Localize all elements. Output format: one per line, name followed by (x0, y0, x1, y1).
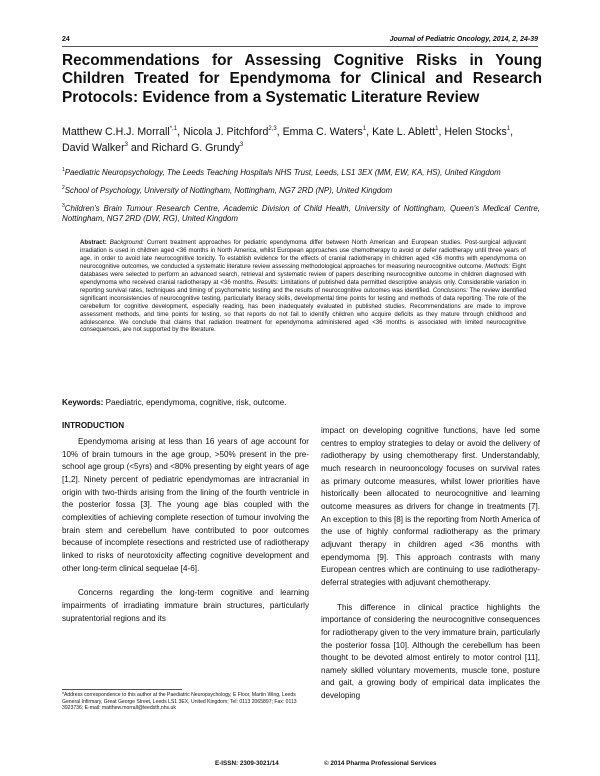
author-marks: 1 (506, 126, 511, 132)
author-name: Emma C. Waters (282, 126, 363, 138)
correspondence-footnote: *Address correspondence to this author at the Paediatric Neuropsychology, E Floor, Martin Wing, Leeds General Infirmary, Great George Street, Leeds LS1 3EX, United Kingdom; Tel: 0113 2065897; Fax: 0113 3923736; E-mail: matthew.morrall@leedsth.nhs.uk (62, 692, 297, 712)
author-name: Matthew C.H.J. Morrall (62, 126, 170, 138)
abstract: Abstract: Background: Current treatment approaches for pediatric ependymoma differ between North American and European studies. Post-surgical adjuvant irradiation is used in children aged <36 months in North America, whilst European approaches use chemotherapy to avoid or defer radiotherapy until three years of age, in order to avoid late neurocognitive toxicity. To establish evidence for the effects of cranial radiotherapy in children aged <36 months with ependymoma on neurocognitive outcomes, we conducted a systematic literature review assessing methodological approaches for measuring neurocognitive outcome. Methods: Eight databases were selected to perform an advanced search, retrieval and systematic review of papers describing neurocognitive outcome in children diagnosed with ependymoma who received cranial radiotherapy at <36 months. Results: Limitations of published data permitted descriptive analysis only. Considerable variation in reporting survival rates, techniques and timing of psychometric testing and the results of neurocognitive outcomes was identified. Conclusions: The review identified significant inconsistencies of neurocognitive testing, particularly literacy skills, developmental time points for testing and methods of data reporting. The role of the cerebellum for cognitive development, especially reading, has been inadequately evaluated in published studies. Recommendations are made to improve assessment methods, and time points for testing, so that reports do not fail to identify children who acquire deficits as they mature through childhood and adolescence. We conclude that claims that radiation treatment for ependymoma administered aged <36 months is associated with limited neurocognitive consequences, are not supported by the literature. (80, 239, 526, 334)
section-heading: INTRODUCTION (62, 421, 125, 430)
keywords-text: Paediatric, ependymoma, cognitive, risk, outcome. (105, 398, 287, 407)
issn: E-ISSN: 2309-3021/14 (215, 760, 279, 767)
author-name: Richard G. Grundy (151, 142, 240, 155)
author-separator: , (177, 126, 183, 138)
left-column (62, 420, 309, 625)
page-number: 24 (62, 36, 70, 43)
author-list (62, 124, 542, 156)
paragraph: Ependymoma arising at less than 16 years of age account for 10% of brain tumours in the age group, >50% present in the pre-school age group (<5yrs) and <80% presenting by eight years of age [1,2]. Ninety percent of pediatric ependymomas are intracranial in origin with two-thirds arising from the lining of the fourth ventricle in the posterior fossa [3]. The young age bias coupled with the complexities of achieving complete resection of tumour involving the brain stem and cerebellum have contributed to poor outcomes because of incomplete resections and restricted use of radiotherapy linked to risks of neurotoxicity affecting cognitive development and other long-term clinical sequelae [4-6]. (62, 437, 309, 573)
author-marks: 1 (362, 126, 367, 132)
author-separator: , (276, 126, 283, 138)
author-marks: 3 (239, 142, 244, 149)
author-marks: 2,3 (268, 126, 277, 132)
paragraph: Concerns regarding the long-term cognitive and learning impairments of irradiating immature brain structures, particularly supratentorial regions and its (62, 588, 309, 623)
affiliation-3: $^3$Children's Brain Tumour Research Centre, Academic Division of Child Health, University of Nottingham, Queen's Medical Centre, Nottingham, NG7 2RD (DW, RG), United Kingdom (62, 202, 540, 224)
keywords-label: Keywords: (62, 398, 104, 407)
copyright: © 2014 Pharma Professional Services (324, 760, 437, 767)
affiliation-1: $^1$Paediatric Neuropsychology, The Leeds Teaching Hospitals NHS Trust, Leeds, LS1 3EX (MM, EW, KA, HS), United Kingdom (62, 167, 501, 177)
author-name: Nicola J. Pitchford (182, 126, 269, 138)
author-marks: 3 (124, 142, 128, 149)
header-divider (62, 46, 538, 47)
affiliations (62, 168, 540, 232)
footnote-divider (62, 689, 182, 690)
author-name: Helen Stocks (444, 126, 507, 138)
journal-header: Journal of Pediatric Oncology, 2014, 2, 24-39 (389, 36, 538, 43)
right-column (321, 425, 540, 703)
author-name: David Walker (62, 142, 125, 155)
author-separator: , (510, 126, 514, 138)
article-title: Recommendations for Assessing Cognitive Risks in Young Children Treated for Ependymoma for Clinical and Research Protocols: Evidence from a Systematic Literature Review (62, 52, 542, 106)
author-name: Kate L. Ablett (372, 126, 436, 138)
author-separator: , (438, 126, 445, 138)
paragraph: This difference in clinical practice highlights the importance of considering the neurocognitive consequences for radiotherapy given to the very immature brain, particularly the posterior fossa [10]. Although the cerebellum has been thought to be devoted almost entirely to motor control [11], namely skilled voluntary movements, muscle tone, posture and gait, a growing body of empirical data implicates the developing (321, 602, 540, 701)
keywords (62, 398, 540, 408)
author-marks: 1 (435, 126, 439, 132)
author-separator: and (127, 142, 152, 155)
paragraph: impact on developing cognitive functions, have led some centres to employ strategies to delay or avoid the delivery of radiotherapy by using chemotherapy first. Understandably, much research in neurooncology focuses on survival rates as primary outcome measures, whilst lower priorities have historically been allocated to neurocognitive and learning outcome measures as drivers for change in treatments [7]. An exception to this [8] is the reporting from North America of the use of highly conformal radiotherapy as the primary adjuvant therapy in children aged <36 months with ependymoma [9]. This approach contrasts with many European centres which are continuing to use radiotherapy-deferral strategies with adjuvant chemotherapy. (321, 426, 540, 587)
affiliation-2: $^2$School of Psychology, University of Nottingham, Nottingham, NG7 2RD (NP), United Kingdom (62, 184, 393, 195)
author-separator: , (366, 126, 373, 138)
author-marks: *,1 (169, 126, 178, 132)
